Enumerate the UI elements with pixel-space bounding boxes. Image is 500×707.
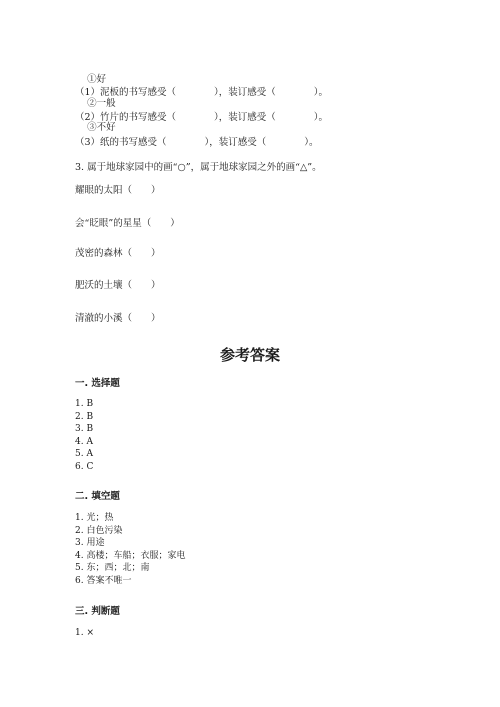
answer-item: 4. 高楼；车船；衣服；家电 [75,550,186,561]
section-title-fill: 二. 填空题 [75,491,120,502]
q3-item-forest: 茂密的森林（ ） [75,248,161,259]
answer-item: 5. 东；西；北；南 [75,563,150,573]
section-title-judge: 三. 判断题 [75,606,120,617]
option-bad: ③不好 [87,122,116,133]
answer-item: 1. B [75,399,94,409]
answer-item: 2. 白色污染 [75,525,123,536]
q3-item-sun: 耀眼的太阳（ ） [75,185,161,196]
q3-item-soil: 肥沃的土壤（ ） [75,280,161,291]
question-item-2: （2）竹片的书写感受（ ），装订感受（ ）。 [75,112,329,123]
q3-item-stars: 会“眨眼”的星星（ ） [75,218,180,229]
question-3-prompt: 3. 属于地球家园中的画“○”，属于地球家园之外的画“△”。 [75,162,322,173]
answer-item: 5. A [75,449,93,459]
q3-item-stream: 清澈的小溪（ ） [75,313,161,324]
answer-list-fill [75,512,185,587]
answer-item: 6. 答案不唯一 [75,575,132,586]
answer-list-judge [75,627,94,640]
answer-item: 1. × [75,628,94,638]
question-item-3: （3）纸的书写感受（ ），装订感受（ ）。 [75,137,319,148]
answer-item: 3. B [75,424,94,434]
answer-item: 2. B [75,411,94,422]
answer-key-title: 参考答案 [219,346,280,364]
option-average: ②一般 [87,98,116,109]
section-title-choice: 一. 选择题 [75,378,120,389]
answer-item: 1. 光；热 [75,513,114,523]
options-row [75,62,116,146]
answer-item: 6. C [75,461,94,472]
option-good: ①好 [87,74,107,85]
answer-list-choice [75,398,93,473]
question-item-1: （1）泥板的书写感受（ ），装订感受（ ）。 [75,87,329,98]
answer-item: 4. A [75,436,93,447]
answer-item: 3. 用途 [75,538,105,548]
